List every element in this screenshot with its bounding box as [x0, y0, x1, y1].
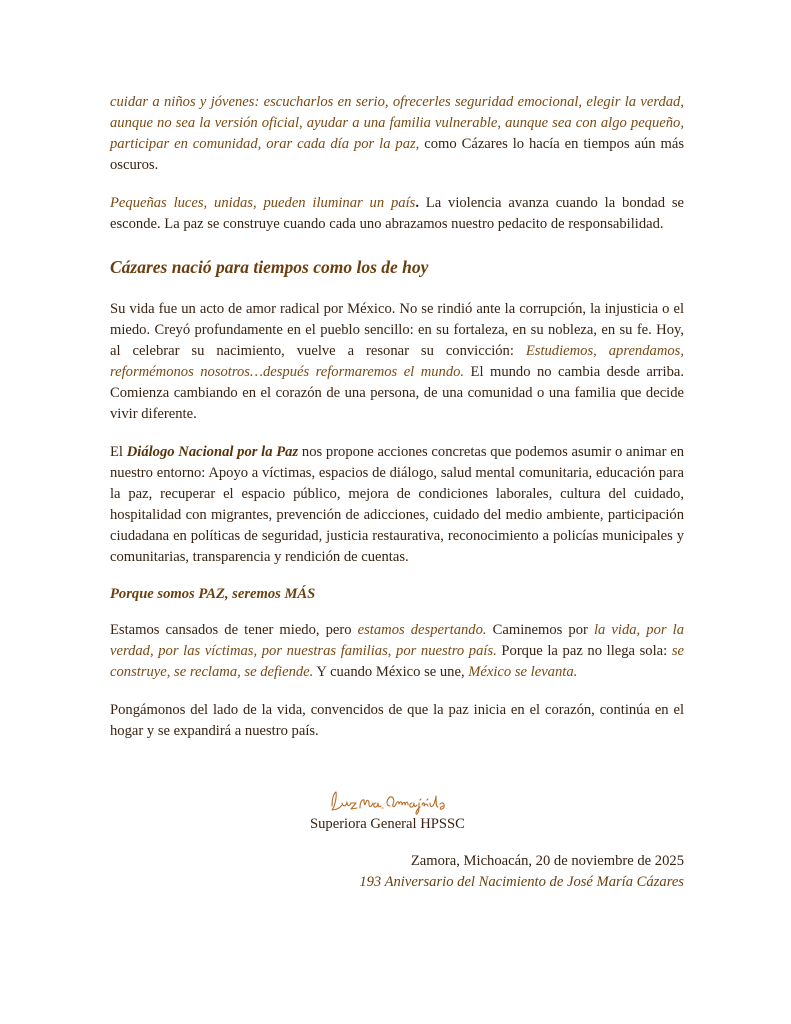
- closing-block: [359, 851, 684, 893]
- paragraph-pequenas-luces: Pequeñas luces, unidas, pueden iluminar un país. La violencia avanza cuando la bondad se esconde. La paz se construye cuando cada uno abrazamos nuestro pedacito de responsabilidad.: [110, 195, 685, 232]
- section-heading-cazares: Cázares nació para tiempos como los de hoy: [110, 257, 429, 277]
- paragraph-dialogo: El Diálogo Nacional por la Paz nos propone acciones concretas que podemos asumir o animar en nuestro entorno: Apoyo a víctimas, espacios de diálogo, salud mental comunitaria, educación para la paz, recuperar el espacio público, mejora de condiciones laborales, cultura del cuidado, hospitalidad con migrantes, prevención de adicciones, cuidado del medio ambiente, participación ciudadana en políticas de seguridad, justicia restaurativa, reconocimiento a policías municipales y comunitarias, transparencia y rendición de cuentas.: [110, 444, 685, 565]
- handwritten-signature: [324, 788, 464, 816]
- anniversary-line: 193 Aniversario del Nacimiento de José María Cázares: [359, 874, 684, 890]
- section-heading-paz: Porque somos PAZ, seremos MÁS: [110, 586, 316, 602]
- letter-body: [110, 92, 684, 742]
- paragraph-pongamonos: Pongámonos del lado de la vida, convencidos de que la paz inicia en el corazón, continúa en el hogar y se expandirá a nuestro país.: [110, 702, 684, 739]
- signatory-title: Superiora General HPSSC: [310, 816, 465, 832]
- place-date: Zamora, Michoacán, 20 de noviembre de 2025: [410, 853, 684, 869]
- paragraph-estamos-cansados: Estamos cansados de tener miedo, pero estamos despertando. Caminemos por la vida, por la verdad, por las víctimas, por nuestras familias, por nuestro país. Porque la paz no llega sola: se construye, se reclama, se defiende. Y cuando México se une, México se levanta.: [110, 622, 684, 680]
- paragraph-cuidar: cuidar a niños y jóvenes: escucharlos en serio, ofrecerles seguridad emocional, elegir la verdad, aunque no sea la versión oficial, ayudar a una familia vulnerable, aunque sea con algo pequeño, participar en comunidad, orar cada día por la paz, como Cázares lo hacía en tiempos aún más oscuros.: [110, 94, 685, 173]
- signature-block: [310, 788, 510, 833]
- paragraph-su-vida: Su vida fue un acto de amor radical por México. No se rindió ante la corrupción, la injusticia o el miedo. Creyó profundamente en el pueblo sencillo: en su fortaleza, en su nobleza, en su fe. Hoy, al celebrar su nacimiento, vuelve a resonar su convicción: Estudiemos, aprendamos, reformémonos nosotros…después reformaremos el mundo. El mundo no cambia desde arriba. Comienza cambiando en el corazón de una persona, de una comunidad o una familia que decide vivir diferente.: [110, 301, 685, 422]
